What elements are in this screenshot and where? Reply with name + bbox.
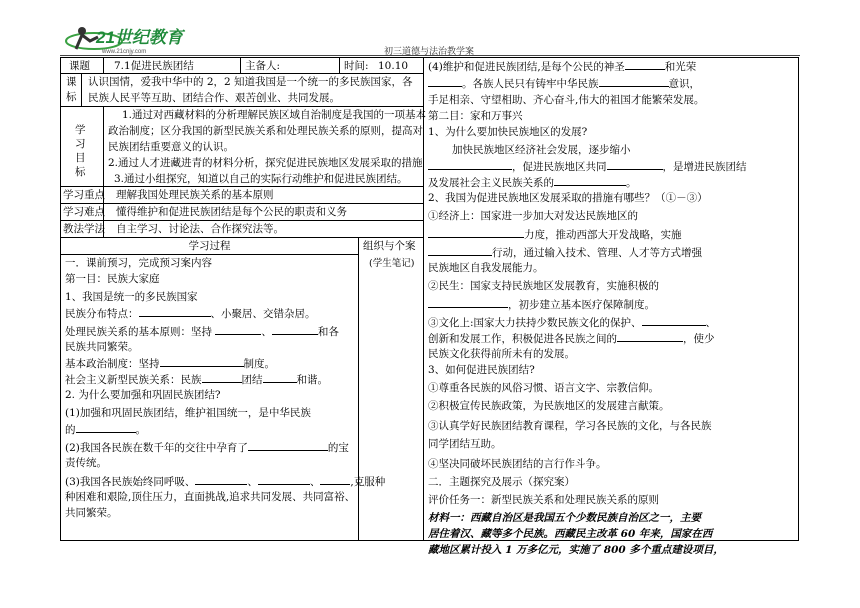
system-label: 基本政治制度：坚持 xyxy=(65,358,160,370)
blank-system[interactable] xyxy=(160,355,244,367)
culture-line-2-tail: ，使少 xyxy=(683,333,715,345)
process-body xyxy=(60,254,386,541)
development-line-1: 加快民族地区经济社会发展，逐步缩小 xyxy=(452,144,631,156)
notes-column xyxy=(358,237,424,541)
system-tail: 制度。 xyxy=(243,358,275,370)
reason-3-line-2: 种困难和艰险,顶住压力，直面挑战,追求共同发展、共同富裕、 xyxy=(65,491,356,503)
distribution-label: 民族分布特点： xyxy=(65,308,139,320)
blank-exchange[interactable] xyxy=(617,330,683,342)
relation-label: 社会主义新型民族关系：民族 xyxy=(65,374,202,386)
culture-sep: 、 xyxy=(705,317,717,329)
process-title: 学习过程 xyxy=(188,240,231,252)
section-two-heading: 第二目：家和万事兴 xyxy=(428,110,523,122)
key-point-label: 学习重点 xyxy=(63,189,105,201)
economy-line-2 xyxy=(428,226,682,243)
method-label-cell xyxy=(60,220,104,238)
curriculum-line-2: 民族人民平等互助、团结合作、艰苦创业、共同发展。 xyxy=(88,92,340,104)
process-title-cell xyxy=(60,237,359,255)
reason-3-label: (3)我国各民族始终同呼吸、 xyxy=(65,476,196,488)
reason-3-line xyxy=(65,473,385,490)
header-rule xyxy=(60,55,800,56)
duty-line xyxy=(428,58,696,75)
development-line-3-tail: 。 xyxy=(626,177,637,189)
blank-relation-2[interactable] xyxy=(263,371,297,383)
principle-line xyxy=(65,323,339,340)
promote-1: ①尊重各民族的风俗习惯、语言文字、宗教信仰。 xyxy=(428,382,659,394)
key-point-cell xyxy=(103,186,424,204)
time-cell xyxy=(339,57,424,74)
promote-3: ③认真学好民族团结教育课程，学习各民族的文化，与各民族 xyxy=(428,420,712,432)
system-line xyxy=(65,355,275,372)
inquiry-heading: 二．主题探究及展示（探究案） xyxy=(428,476,575,488)
blank-reason-2[interactable] xyxy=(248,439,328,451)
relation-tail: 和谐。 xyxy=(296,374,328,386)
culture-line-2-text: 创新和发展工作，积极促进各民族之间的 xyxy=(428,333,617,345)
promote-question: 3、如何促进民族团结? xyxy=(428,364,535,376)
preparer-label: 主备人: xyxy=(245,60,281,72)
blank-relation-1[interactable] xyxy=(202,371,242,383)
development-line-3-label: 及发展社会主义民族关系的 xyxy=(428,177,554,189)
livelihood-line-2-text: ，初步建立基本医疗保障制度。 xyxy=(508,299,655,311)
relation-mid: 团结 xyxy=(241,374,263,386)
development-question: 1、为什么要加快民族地区的发展? xyxy=(428,126,588,138)
reason-2-line xyxy=(65,439,349,456)
logo-21cnjy xyxy=(62,19,192,57)
economy-line-2-text: 力度，推动西部大开发战略，实施 xyxy=(524,229,682,241)
promote-3-cont: 同学团结互助。 xyxy=(428,438,502,450)
reason-1-tail: 。 xyxy=(135,424,146,436)
blank-reason-3-3[interactable] xyxy=(320,473,350,485)
reason-3-tail: ,克服种 xyxy=(350,476,386,488)
principle-separator: 、 xyxy=(261,326,272,338)
promote-2: ②积极宣传民族政策，为民族地区的发展建言献策。 xyxy=(428,400,670,412)
blank-principle-2[interactable] xyxy=(272,323,318,335)
development-tail: ，是增进民族团结 xyxy=(662,161,747,173)
blank-inherit[interactable] xyxy=(642,314,706,326)
reason-2-label: (2)我国各民族在数千年的交往中孕育了 xyxy=(65,442,248,454)
blank-foundation[interactable] xyxy=(554,174,626,186)
curriculum-cell xyxy=(81,73,424,107)
topic-label: 课题 xyxy=(69,60,90,72)
measures-question: 2、我国为促进民族地区发展采取的措施有哪些？（①－③） xyxy=(428,192,708,204)
blank-common[interactable] xyxy=(607,158,663,170)
livelihood-line-1: ②民生：国家支持民族地区发展教育，实施积极的 xyxy=(428,280,659,292)
duty-tail: 和光荣 xyxy=(664,61,697,73)
section-one-heading: 第一目：民族大家庭 xyxy=(65,273,160,285)
reason-3-sep-2: 、 xyxy=(309,476,321,488)
curriculum-line-1: 认识国情，爱我中华中的 2，2 知道我国是一个统一的多民族国家，各 xyxy=(88,76,413,88)
blank-distribution[interactable] xyxy=(139,305,211,317)
topic-cell xyxy=(103,57,241,74)
objectives-cell xyxy=(103,106,427,187)
blank-reason-3-1[interactable] xyxy=(195,473,247,485)
reason-3-line-3: 共同繁荣。 xyxy=(65,507,118,519)
time-label: 时间: xyxy=(344,60,369,72)
method-label: 教法学法 xyxy=(63,223,105,235)
curriculum-label-cell xyxy=(60,73,82,107)
blank-awareness[interactable] xyxy=(599,75,669,87)
question-1-heading: 1、我国是统一的多民族国家 xyxy=(65,291,198,303)
blank-principle-1[interactable] xyxy=(215,323,261,335)
objective-line-1: 1.通过对西藏材料的分析理解民族区域自治制度是我国的一项基本 xyxy=(122,109,427,121)
notes-subtitle: (学生笔记) xyxy=(369,258,415,269)
economy-line-3-text: 行动，通过输入技术、管理、人才等方式增强 xyxy=(492,247,702,259)
economy-line-1: ①经济上：国家进一步加大对发达民族地区的 xyxy=(428,210,638,222)
reason-1-label: 的 xyxy=(65,424,76,436)
livelihood-line-2 xyxy=(428,296,655,313)
topic-label-cell xyxy=(60,57,104,74)
objective-line-3: 民族团结重要意义的认识。 xyxy=(108,141,234,153)
task-one-heading: 评价任务一：新型民族关系和处理民族关系的原则 xyxy=(428,494,659,506)
difficulty-text: 懂得维护和促进民族团结是每个公民的职责和义务 xyxy=(116,206,347,218)
economy-line-4: 民族地区自我发展能力。 xyxy=(428,262,544,274)
objective-line-5: 3.通过小组探究，知道以自己的实际行动维护和促进民族团结。 xyxy=(114,173,408,185)
objective-line-2: 政治制度；区分我国的新型民族关系和处理民族关系的原则，提高对 xyxy=(108,125,423,137)
development-line-2 xyxy=(428,158,747,175)
document-header-title: 初三道德与法治教学案 xyxy=(384,47,475,57)
difficulty-label: 学习难点 xyxy=(63,206,105,218)
difficulty-cell xyxy=(103,203,424,221)
culture-line-1 xyxy=(428,314,716,331)
reason-1-line-2 xyxy=(65,421,146,438)
right-column xyxy=(423,57,799,556)
blank-gap[interactable] xyxy=(428,158,512,170)
economy-line-3 xyxy=(428,244,702,261)
difficulty-label-cell xyxy=(60,203,104,221)
material-one-line-1: 材料一：西藏自治区是我国五个少数民族自治区之一，主要 xyxy=(428,512,701,524)
material-one-line-2: 居住着汉、藏等多个民族。西藏民主改革 60 年来，国家在西 xyxy=(428,528,713,540)
reason-3-sep-1: 、 xyxy=(247,476,258,488)
blank-duty[interactable] xyxy=(625,58,665,70)
promote-4: ④坚决同破坏民族团结的言行作斗争。 xyxy=(428,458,607,470)
culture-line-2 xyxy=(428,330,715,347)
objectives-label-cell xyxy=(60,106,104,187)
blank-honor[interactable] xyxy=(428,75,462,87)
reason-2-line-2: 责传统。 xyxy=(65,457,107,469)
awareness-line xyxy=(428,75,700,92)
logo-text: 21世纪教育 xyxy=(96,28,183,47)
culture-line-1-text: ③文化上:国家大力扶持少数民族文化的保护、 xyxy=(428,317,642,329)
culture-line-3: 民族文化获得前所未有的发展。 xyxy=(428,348,575,360)
lesson-topic: 7.1促进民族团结 xyxy=(114,60,194,72)
method-cell xyxy=(103,220,424,238)
objectives-label: 学习目标 xyxy=(75,124,86,178)
blank-reason-3-2[interactable] xyxy=(258,473,310,485)
reason-1-line: (1)加强和巩固民族团结，维护祖国统一，是中华民族 xyxy=(65,407,311,419)
notes-title: 组织与个案 xyxy=(363,240,416,252)
curriculum-label: 课标 xyxy=(66,76,77,103)
blank-action[interactable] xyxy=(428,244,492,256)
preview-heading: 一．课前预习，完成预习案内容 xyxy=(65,257,212,269)
awareness-label: 。各族人民只有铸牢中华民族 xyxy=(462,78,599,90)
distribution-line xyxy=(65,305,316,322)
principle-label: 处理民族关系的基本原则：坚持 xyxy=(65,326,212,338)
blank-employment[interactable] xyxy=(428,296,508,308)
key-point-text: 理解我国处理民族关系的基本原则 xyxy=(116,189,274,201)
logo-subtext: www.21cnjy.com xyxy=(102,49,147,55)
principle-tail: 和各 xyxy=(317,326,339,338)
relation-line xyxy=(65,371,328,388)
key-point-label-cell xyxy=(60,186,104,204)
objective-line-4: 2.通过人才进藏进青的材料分析，探究促进民族地区发展采取的措施 xyxy=(108,157,423,169)
awareness-tail: 意识， xyxy=(668,78,700,90)
question-2-heading: 2. 为什么要加强和巩固民族团结? xyxy=(65,389,221,401)
duty-label: (4)维护和促进民族团结,是每个公民的神圣 xyxy=(428,61,625,73)
distribution-tail: 、小聚居、交错杂居。 xyxy=(210,308,316,320)
time-value: 10.10 xyxy=(378,60,409,72)
material-one-line-3: 藏地区累计投入 1 万多亿元，实施了 800 多个重点建设项目， xyxy=(428,544,724,556)
development-line-3 xyxy=(428,174,637,191)
reason-2-tail: 的宝 xyxy=(327,442,349,454)
principle-line-2: 民族共同繁荣。 xyxy=(65,341,139,353)
preparer-cell xyxy=(240,57,340,74)
method-text: 自主学习、讨论法、合作探究法等。 xyxy=(116,223,284,235)
blank-support[interactable] xyxy=(428,226,524,238)
blank-reason-1[interactable] xyxy=(76,421,136,433)
development-mid: ，促进民族地区共同 xyxy=(512,161,607,173)
unity-result-line: 手足相亲、守望相助、齐心奋斗,伟大的祖国才能繁荣发展。 xyxy=(428,94,705,106)
